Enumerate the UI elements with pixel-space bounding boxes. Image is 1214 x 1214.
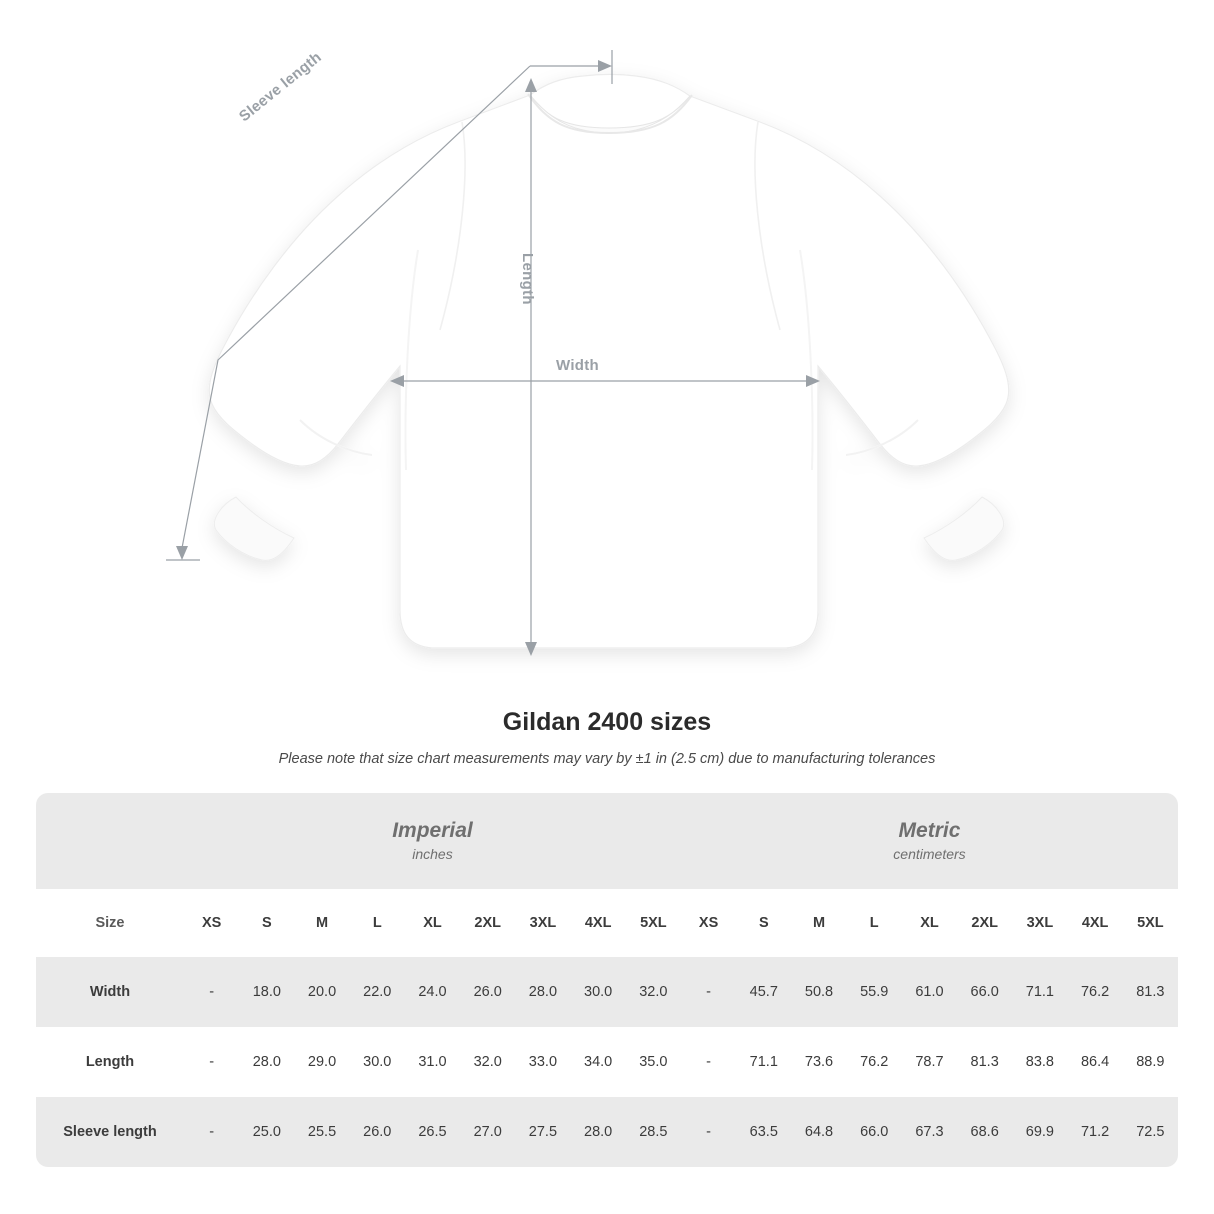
size-header-imperial-s: S [239,889,294,957]
size-table [36,793,1178,1167]
size-header-metric-l: L [847,889,902,957]
cell-imperial-width-s: 18.0 [239,957,294,1027]
cell-metric-sleeve-length-3xl: 69.9 [1012,1097,1067,1167]
cell-imperial-width-m: 20.0 [294,957,349,1027]
cell-imperial-length-3xl: 33.0 [515,1027,570,1097]
width-dimension-label: Width [556,357,600,374]
size-column-header: Size [36,889,184,957]
size-header-metric-m: M [791,889,846,957]
size-header-imperial-xs: XS [184,889,239,957]
cell-metric-width-xl: 61.0 [902,957,957,1027]
length-dimension-label: Length [519,253,536,305]
cell-imperial-sleeve-length-xs: - [184,1097,239,1167]
cell-imperial-sleeve-length-m: 25.5 [294,1097,349,1167]
unit-system-header-row [36,793,1178,889]
size-header-imperial-5xl: 5XL [626,889,681,957]
cell-metric-width-m: 50.8 [791,957,846,1027]
size-header-imperial-3xl: 3XL [515,889,570,957]
cell-metric-sleeve-length-xs: - [681,1097,736,1167]
cell-metric-width-3xl: 71.1 [1012,957,1067,1027]
unit-system-subtitle: inches [412,846,453,863]
cell-imperial-sleeve-length-xl: 26.5 [405,1097,460,1167]
cell-metric-length-m: 73.6 [791,1027,846,1097]
cell-metric-sleeve-length-l: 66.0 [847,1097,902,1167]
unit-system-name: Imperial [392,819,473,843]
size-header-metric-xs: XS [681,889,736,957]
cell-imperial-width-2xl: 26.0 [460,957,515,1027]
cell-metric-length-2xl: 81.3 [957,1027,1012,1097]
size-header-metric-3xl: 3XL [1012,889,1067,957]
cell-metric-sleeve-length-5xl: 72.5 [1123,1097,1178,1167]
cell-metric-length-xl: 78.7 [902,1027,957,1097]
cell-imperial-length-5xl: 35.0 [626,1027,681,1097]
cell-imperial-length-4xl: 34.0 [571,1027,626,1097]
unit-system-spacer [36,793,184,889]
cell-imperial-width-xl: 24.0 [405,957,460,1027]
size-header-metric-s: S [736,889,791,957]
cell-imperial-length-2xl: 32.0 [460,1027,515,1097]
measure-label-sleeve-length: Sleeve length [36,1097,184,1167]
cell-imperial-width-5xl: 32.0 [626,957,681,1027]
cell-metric-width-l: 55.9 [847,957,902,1027]
unit-system-subtitle: centimeters [893,846,966,863]
size-header-metric-2xl: 2XL [957,889,1012,957]
cell-metric-sleeve-length-xl: 67.3 [902,1097,957,1167]
cell-imperial-width-l: 22.0 [350,957,405,1027]
size-header-imperial-xl: XL [405,889,460,957]
unit-system-imperial [184,793,681,889]
cell-imperial-sleeve-length-s: 25.0 [239,1097,294,1167]
cell-imperial-length-xl: 31.0 [405,1027,460,1097]
cell-metric-length-3xl: 83.8 [1012,1027,1067,1097]
size-header-imperial-m: M [294,889,349,957]
cell-imperial-width-4xl: 30.0 [571,957,626,1027]
cell-imperial-length-xs: - [184,1027,239,1097]
measure-label-length: Length [36,1027,184,1097]
measure-label-width: Width [36,957,184,1027]
size-header-imperial-l: L [350,889,405,957]
cell-metric-width-2xl: 66.0 [957,957,1012,1027]
unit-system-metric [681,793,1178,889]
cell-imperial-length-s: 28.0 [239,1027,294,1097]
cell-metric-width-5xl: 81.3 [1123,957,1178,1027]
cell-metric-width-4xl: 76.2 [1068,957,1123,1027]
cell-metric-sleeve-length-4xl: 71.2 [1068,1097,1123,1167]
sleeve-length-dimension-label: Sleeve length [236,48,325,126]
tolerance-note: Please note that size chart measurements may vary by ±1 in (2.5 cm) due to manufacturing tolerances [278,751,936,767]
size-header-metric-xl: XL [902,889,957,957]
cell-metric-sleeve-length-2xl: 68.6 [957,1097,1012,1167]
table-row [36,1097,1178,1167]
table-row [36,1027,1178,1097]
cell-imperial-width-xs: - [184,957,239,1027]
cell-imperial-length-l: 30.0 [350,1027,405,1097]
cell-imperial-sleeve-length-5xl: 28.5 [626,1097,681,1167]
size-header-imperial-4xl: 4XL [571,889,626,957]
cell-imperial-sleeve-length-4xl: 28.0 [571,1097,626,1167]
size-header-metric-4xl: 4XL [1068,889,1123,957]
cell-metric-sleeve-length-m: 64.8 [791,1097,846,1167]
unit-system-name: Metric [898,819,961,843]
size-header-row [36,889,1178,957]
cell-metric-length-s: 71.1 [736,1027,791,1097]
cell-metric-sleeve-length-s: 63.5 [736,1097,791,1167]
cell-metric-length-4xl: 86.4 [1068,1027,1123,1097]
cell-imperial-sleeve-length-3xl: 27.5 [515,1097,570,1167]
cell-imperial-width-3xl: 28.0 [515,957,570,1027]
cell-metric-width-xs: - [681,957,736,1027]
page-title: Gildan 2400 sizes [502,708,712,736]
table-row [36,957,1178,1027]
cell-metric-width-s: 45.7 [736,957,791,1027]
cell-imperial-sleeve-length-2xl: 27.0 [460,1097,515,1167]
size-header-imperial-2xl: 2XL [460,889,515,957]
cell-metric-length-xs: - [681,1027,736,1097]
cell-metric-length-l: 76.2 [847,1027,902,1097]
size-table-container [36,793,1178,1167]
size-header-metric-5xl: 5XL [1123,889,1178,957]
cell-imperial-sleeve-length-l: 26.0 [350,1097,405,1167]
cell-metric-length-5xl: 88.9 [1123,1027,1178,1097]
cell-imperial-length-m: 29.0 [294,1027,349,1097]
